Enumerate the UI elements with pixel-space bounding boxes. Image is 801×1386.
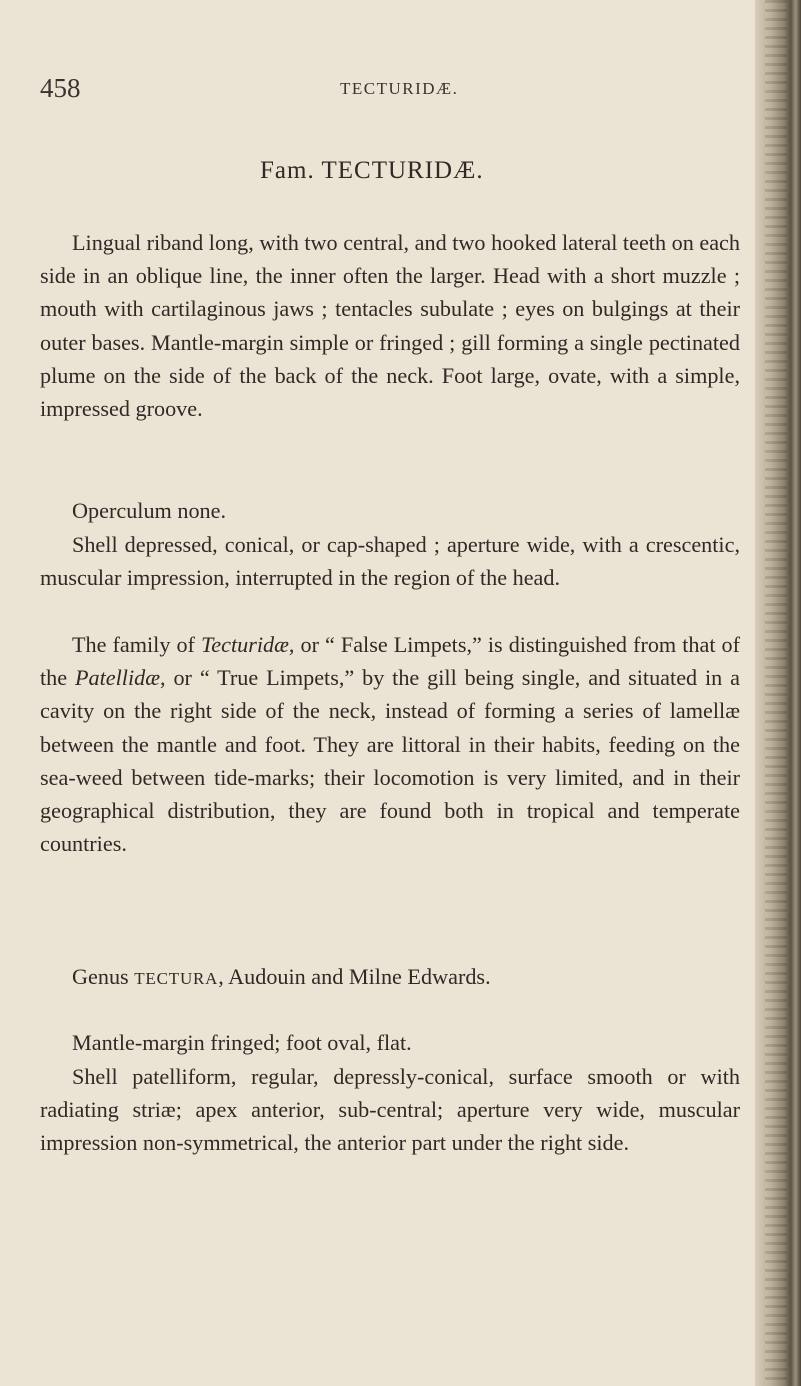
genus-shell-description: Shell patelliform, regular, depressly-conical, surface smooth or with radiating striæ; apex anterior, sub-central; aperture very wide, muscular impression non-symmetrical, the anterior part under the right side. <box>40 1064 740 1156</box>
remarks-text-2: , or “ False Limpets,” is distinguished from that of the <box>40 632 740 691</box>
family-description-operculum: Operculum none. <box>72 498 227 523</box>
genus-heading <box>72 960 491 995</box>
running-head: TECTURIDÆ. <box>340 79 459 98</box>
genus-authors: , Audouin and Milne Edwards. <box>218 964 491 989</box>
family-description-shell: Shell depressed, conical, or cap-shaped ; aperture wide, with a crescentic, muscular impression, interrupted in the region of the head. <box>40 532 740 591</box>
family-description-lingual: Lingual riband long, with two central, and two hooked lateral teeth on each side in an oblique line, the inner often the larger. Head with a short muzzle ; mouth with cartilaginous jaws ; tentacles subulate ; eyes on bulgings at their outer bases. Mantle-margin simple or fringed ; gill forming a single pectinated plume on the side of the back of the neck. Foot large, ovate, with a simple, impressed groove. <box>40 230 740 422</box>
book-fore-edge <box>755 0 801 1386</box>
family-remarks-paragraph <box>40 628 740 860</box>
remarks-text-1: The family of <box>72 632 201 657</box>
genus-prefix: Genus <box>72 964 135 989</box>
page-number: 458 <box>40 73 81 103</box>
genus-name: TECTURA <box>134 969 219 988</box>
genus-mantle-description: Mantle-margin fringed; foot oval, flat. <box>72 1030 412 1055</box>
remarks-text-3: , or “ True Limpets,” by the gill being single, and situated in a cavity on the right side of the neck, instead of forming a series of lamellæ between the mantle and foot. They are littoral in their habits, feeding on the sea-weed between tide-marks; their locomotion is very limited, and in their geographical distribution, they are found both in tropical and temperate countries. <box>40 665 740 857</box>
page-header <box>40 72 760 106</box>
family-title: Fam. TECTURIDÆ. <box>260 157 484 184</box>
tecturidae-term: Tecturidæ <box>200 632 289 657</box>
patellidae-term: Patellidæ <box>74 665 161 691</box>
